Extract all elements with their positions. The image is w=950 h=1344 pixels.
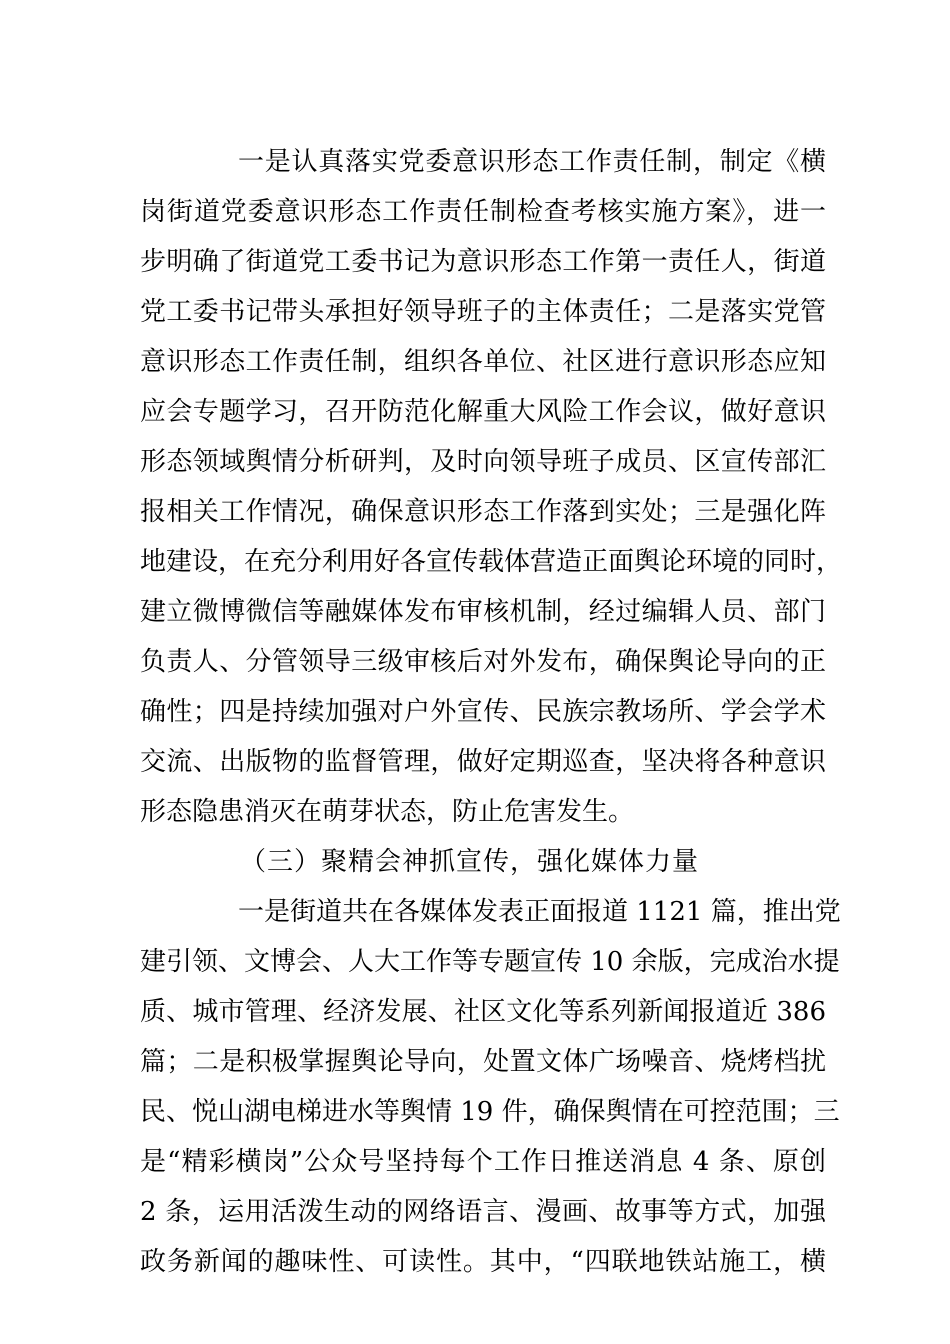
paragraph-line: 形态隐患消灭在萌芽状态，防止危害发生。 — [140, 797, 635, 827]
paragraph-line: 质、城市管理、经济发展、社区文化等系列新闻报道近 386 — [140, 997, 826, 1027]
section-heading: （三）聚精会神抓宣传，强化媒体力量 — [240, 847, 700, 877]
paragraph-line: 篇；二是积极掌握舆论导向，处置文体广场噪音、烧烤档扰 — [140, 1047, 826, 1077]
paragraph-line: 确性；四是持续加强对户外宣传、民族宗教场所、学会学术 — [140, 697, 826, 727]
paragraph-line: 交流、出版物的监督管理，做好定期巡查，坚决将各种意识 — [140, 747, 826, 777]
paragraph-line: 一是认真落实党委意识形态工作责任制，制定《横 — [238, 147, 826, 177]
paragraph-line: 政务新闻的趣味性、可读性。其中，“四联地铁站施工，横 — [140, 1247, 826, 1277]
paragraph-line: 民、悦山湖电梯进水等舆情 19 件，确保舆情在可控范围；三 — [140, 1097, 840, 1127]
paragraph-line: 岗街道党委意识形态工作责任制检查考核实施方案》，进一 — [140, 197, 826, 227]
paragraph-line: 党工委书记带头承担好领导班子的主体责任；二是落实党管 — [140, 297, 826, 327]
paragraph-line: 步明确了街道党工委书记为意识形态工作第一责任人，街道 — [140, 247, 826, 277]
paragraph-line: 意识形态工作责任制，组织各单位、社区进行意识形态应知 — [140, 347, 826, 377]
paragraph-line: 一是街道共在各媒体发表正面报道 1121 篇，推出党 — [238, 897, 841, 927]
paragraph-line: 是“精彩横岗”公众号坚持每个工作日推送消息 4 条、原创 — [140, 1147, 826, 1177]
paragraph-line: 报相关工作情况，确保意识形态工作落到实处；三是强化阵 — [140, 497, 826, 527]
paragraph-line: 2 条，运用活泼生动的网络语言、漫画、故事等方式，加强 — [140, 1197, 826, 1227]
paragraph-line: 建立微博微信等融媒体发布审核机制，经过编辑人员、部门 — [140, 597, 826, 627]
paragraph-line: 地建设，在充分利用好各宣传载体营造正面舆论环境的同时， — [140, 547, 843, 577]
paragraph-line: 形态领域舆情分析研判，及时向领导班子成员、区宣传部汇 — [140, 447, 826, 477]
paragraph-line: 建引领、文博会、人大工作等专题宣传 10 余版，完成治水提 — [140, 947, 840, 977]
paragraph-line: 应会专题学习，召开防范化解重大风险工作会议，做好意识 — [140, 397, 826, 427]
paragraph-line: 负责人、分管领导三级审核后对外发布，确保舆论导向的正 — [140, 647, 826, 677]
